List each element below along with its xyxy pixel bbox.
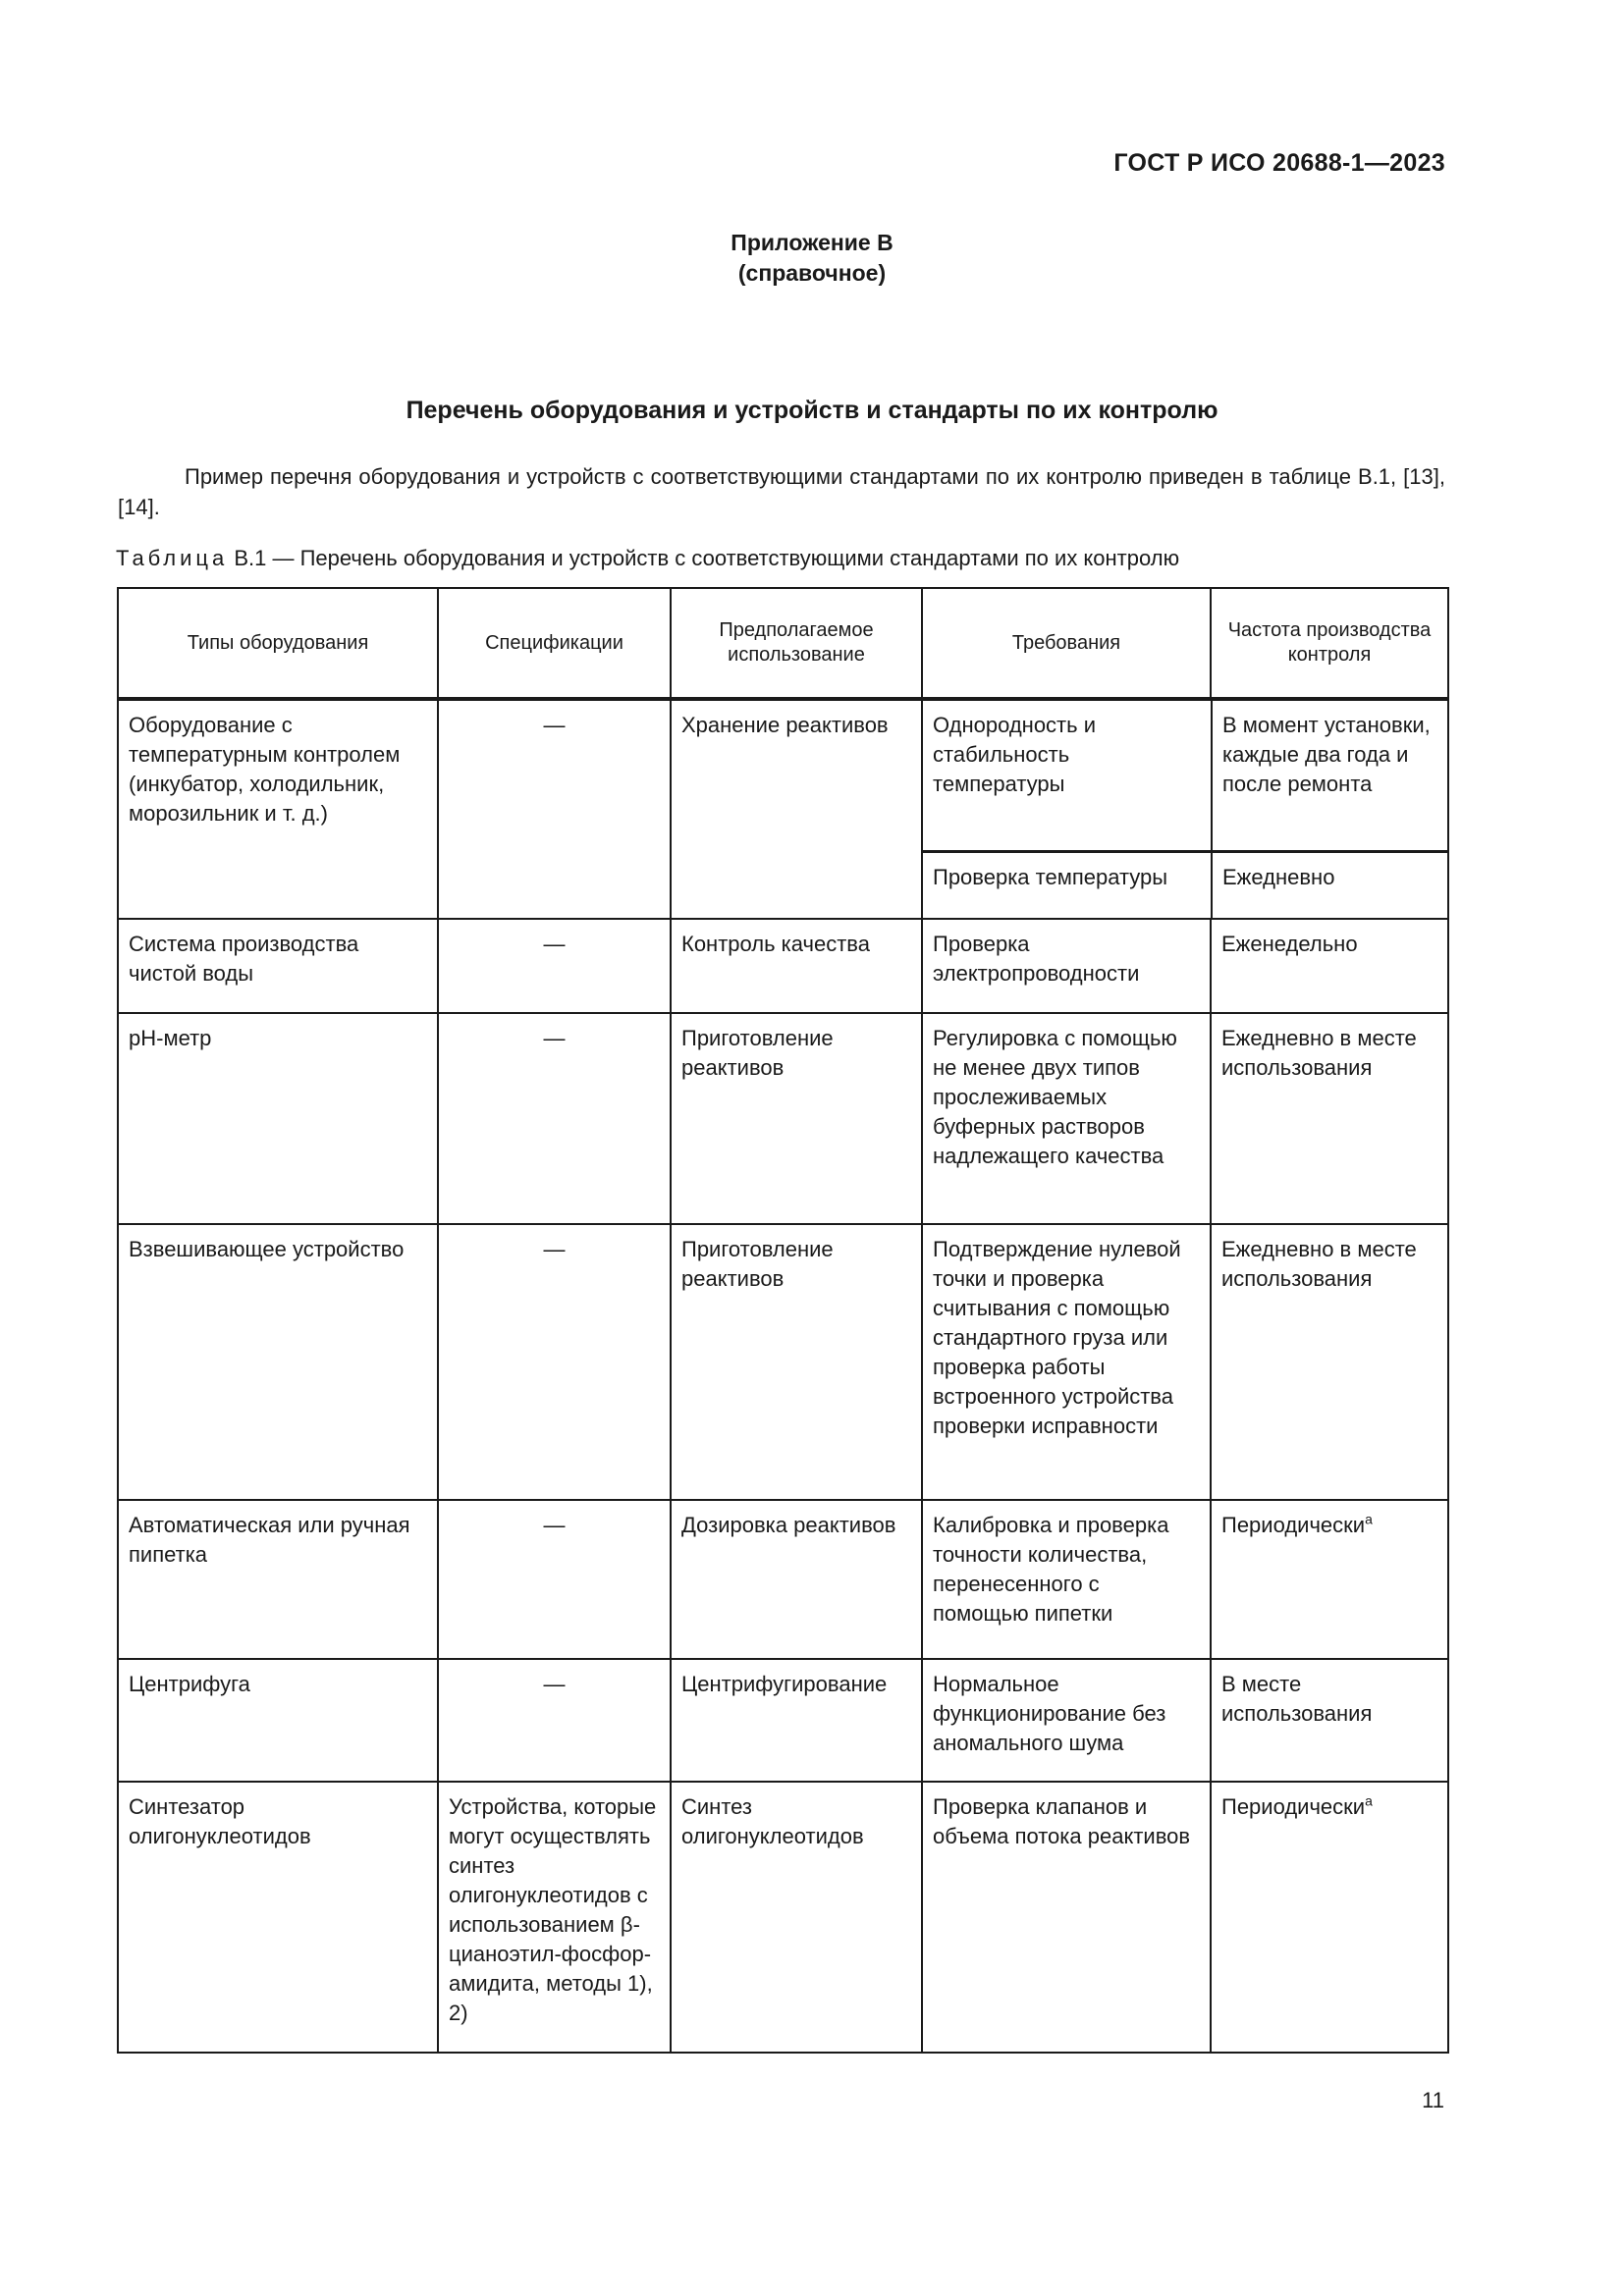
cell-spec: — — [438, 1224, 671, 1500]
table-row — [118, 1500, 1448, 1659]
cell-req: Подтверждение нулевой точки и проверка считывания с помощью стандартного груза или проверка работы встроенного устройства проверки исправности — [922, 1224, 1211, 1500]
cell-type: pH-метр — [118, 1013, 438, 1224]
appendix-title: Приложение В — [731, 230, 893, 255]
section-title: Перечень оборудования и устройств и стандарты по их контролю — [406, 397, 1218, 424]
cell-use: Хранение реактивов — [671, 699, 922, 919]
cell-spec: — — [438, 1013, 671, 1224]
cell-spec: — — [438, 1500, 671, 1659]
cell-type: Автоматическая или ручная пипетка — [118, 1500, 438, 1659]
cell-split-group — [922, 699, 1448, 919]
cell-type: Синтезатор олигонуклеотидов — [118, 1782, 438, 2053]
table-row — [118, 699, 1448, 919]
cell-freq-2: Ежедневно — [1222, 865, 1335, 890]
cell-freq: Еженедельно — [1211, 919, 1448, 1013]
cell-spec: — — [438, 1659, 671, 1782]
header-cell-spec: Спецификации — [438, 588, 671, 699]
table-caption-text: В.1 — Перечень оборудования и устройств с соответствующими стандартами по их контролю — [228, 546, 1180, 570]
cell-freq: Ежедневно в месте использования — [1211, 1013, 1448, 1224]
cell-req: Регулировка с помощью не менее двух типов прослеживаемых буферных растворов надлежащего качества — [922, 1013, 1211, 1224]
footnote-marker: a — [1365, 1792, 1373, 1809]
cell-spec: Устройства, которые могут осуществлять синтез олигонуклеотидов с использованием β-цианоэтил-фосфор-амидита, методы 1), 2) — [438, 1782, 671, 2053]
page-number: 11 — [1422, 2088, 1444, 2112]
cell-type: Система производства чистой воды — [118, 919, 438, 1013]
intro-paragraph: Пример перечня оборудования и устройств с соответствующими стандартами по их контролю приведен в таблице В.1, [13], [14]. — [118, 464, 1445, 519]
table-caption-label: Таблица — [116, 546, 229, 570]
appendix-heading — [0, 228, 1624, 289]
cell-use: Приготовление реактивов — [671, 1013, 922, 1224]
freq-text: Периодически — [1221, 1794, 1366, 1819]
cell-freq: Ежедневно в месте использования — [1211, 1224, 1448, 1500]
table-header-row — [118, 588, 1448, 699]
footnote-marker: a — [1365, 1511, 1373, 1527]
table-row — [118, 1013, 1448, 1224]
cell-freq: В момент установки, каждые два года и после ремонта — [1212, 701, 1449, 852]
cell-type: Центрифуга — [118, 1659, 438, 1782]
cell-type: Взвешивающее устройство — [118, 1224, 438, 1500]
table-row — [118, 919, 1448, 1013]
cell-use: Контроль качества — [671, 919, 922, 1013]
cell-spec: — — [438, 919, 671, 1013]
equipment-table — [117, 587, 1449, 2054]
cell-req-2: Проверка температуры — [923, 852, 1212, 918]
table-row — [118, 1782, 1448, 2053]
cell-type: Оборудование с температурным контролем (инкубатор, холодильник, морозильник и т. д.) — [118, 699, 438, 919]
header-cell-use: Предполагаемое использование — [671, 588, 922, 699]
cell-use: Приготовление реактивов — [671, 1224, 922, 1500]
header-cell-type: Типы оборудования — [118, 588, 438, 699]
appendix-subtitle: (справочное) — [737, 260, 887, 286]
cell-req: Калибровка и проверка точности количества, перенесенного с помощью пипетки — [922, 1500, 1211, 1659]
header-cell-req: Требования — [922, 588, 1211, 699]
table-row — [118, 1659, 1448, 1782]
cell-use: Синтез олигонуклеотидов — [671, 1782, 922, 2053]
cell-use: Центрифугирование — [671, 1659, 922, 1782]
cell-freq — [1211, 1782, 1448, 2053]
standard-code: ГОСТ Р ИСО 20688-1—2023 — [1113, 149, 1445, 177]
header-cell-freq: Частота производства контроля — [1211, 588, 1448, 699]
cell-req: Проверка клапанов и объема потока реактивов — [922, 1782, 1211, 2053]
cell-use: Дозировка реактивов — [671, 1500, 922, 1659]
cell-freq: В месте использования — [1211, 1659, 1448, 1782]
table-caption — [116, 546, 1179, 571]
freq-text: Периодически — [1221, 1513, 1366, 1537]
cell-spec: — — [438, 699, 671, 919]
cell-req: Проверка электропроводности — [922, 919, 1211, 1013]
cell-req: Однородность и стабильность температуры — [923, 701, 1212, 852]
cell-req: Нормальное функционирование без аномального шума — [922, 1659, 1211, 1782]
cell-freq — [1211, 1500, 1448, 1659]
table-row — [118, 1224, 1448, 1500]
